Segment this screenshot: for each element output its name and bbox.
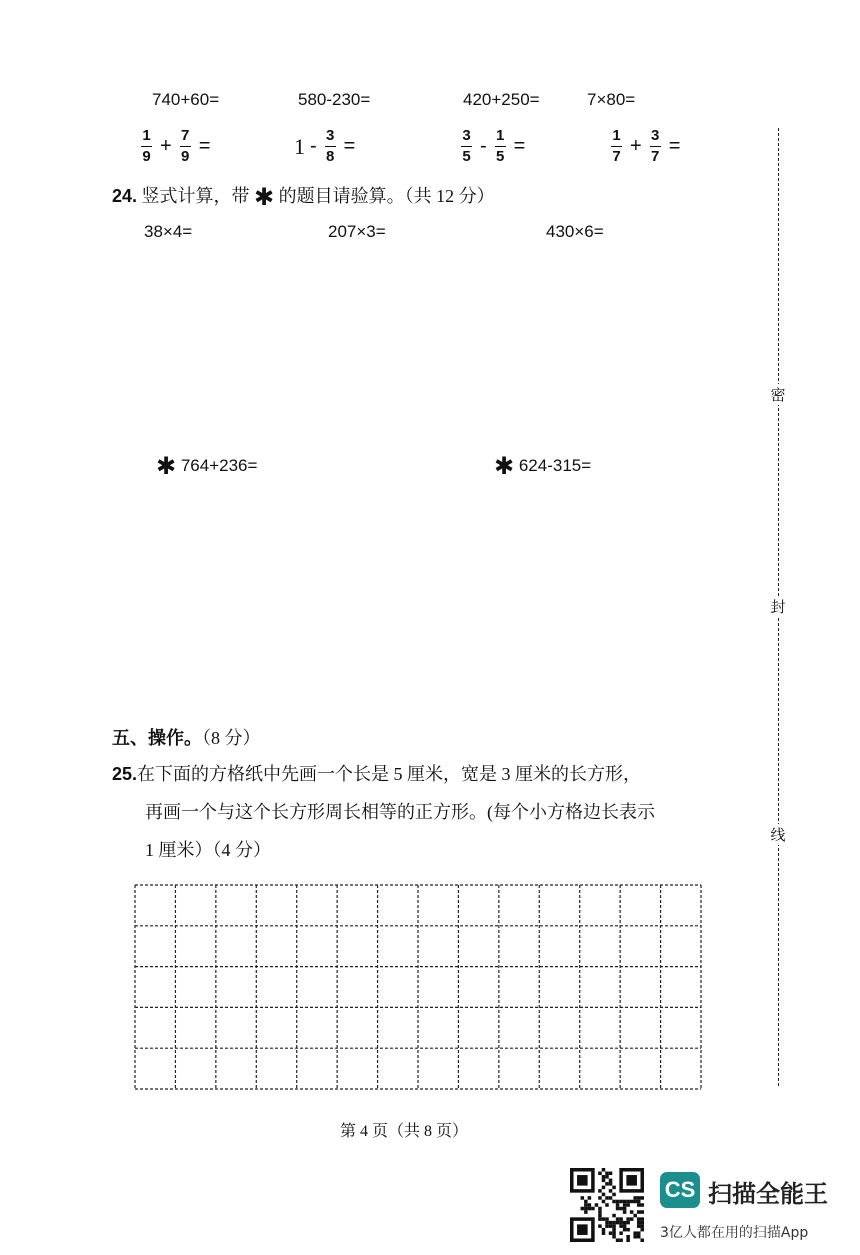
fraction-calc-4: $\frac{1}{7}$ + $\frac{3}{7}$ = (612, 127, 681, 165)
asterisk-icon: ✱ (156, 452, 177, 480)
binding-char-seal: 密 (768, 384, 788, 405)
binding-char-envelope: 封 (768, 596, 788, 617)
question-24-prompt (112, 182, 495, 211)
qr-code-icon (570, 1168, 644, 1242)
camscanner-name: 扫描全能王 (708, 1180, 828, 1208)
section-5-title: 五、操作。（8 分） (112, 728, 261, 748)
binding-char-line: 线 (768, 824, 788, 845)
asterisk-icon: ✱ (494, 452, 515, 480)
fraction-calc-2: 1 - $\frac{3}{8}$ = (294, 127, 356, 165)
oral-calc-3: 420+250= (463, 90, 540, 109)
prompt-text-before: 竖式计算，带 (141, 186, 250, 206)
vertical-calc-4: ✱ 764+236= (156, 452, 258, 480)
fraction-calc-1: $\frac{1}{9}$ + $\frac{7}{9}$ = (142, 127, 211, 165)
page-number: 第 4 页（共 8 页） (340, 1123, 469, 1140)
oral-calc-1: 740+60= (152, 90, 220, 109)
question-number: 24. (112, 186, 138, 206)
vertical-calc-2: 207×3= (328, 222, 386, 241)
grid-paper (134, 884, 702, 1090)
prompt-text-after: 的题目请验算。（共 12 分） (278, 186, 495, 206)
vertical-calc-1: 38×4= (144, 222, 193, 241)
vertical-calc-3: 430×6= (546, 222, 604, 241)
oral-calc-4: 7×80= (587, 90, 636, 109)
oral-calc-2: 580-230= (298, 90, 371, 109)
vertical-calc-5: ✱ 624-315= (494, 452, 592, 480)
asterisk-icon: ✱ (254, 183, 275, 211)
camscanner-logo-icon: CS (660, 1172, 700, 1208)
fraction-calc-3: $\frac{3}{5}$ - $\frac{1}{5}$ = (462, 127, 526, 165)
camscanner-tagline: 3亿人都在用的扫描App (660, 1225, 809, 1241)
question-25-prompt: 25.在下面的方格纸中先画一个长是 5 厘米，宽是 3 厘米的长方形， 再画一个与这个长方形周长相等的正方形。(每个小方格边长表示 1 厘米）（4 分） (112, 764, 655, 860)
